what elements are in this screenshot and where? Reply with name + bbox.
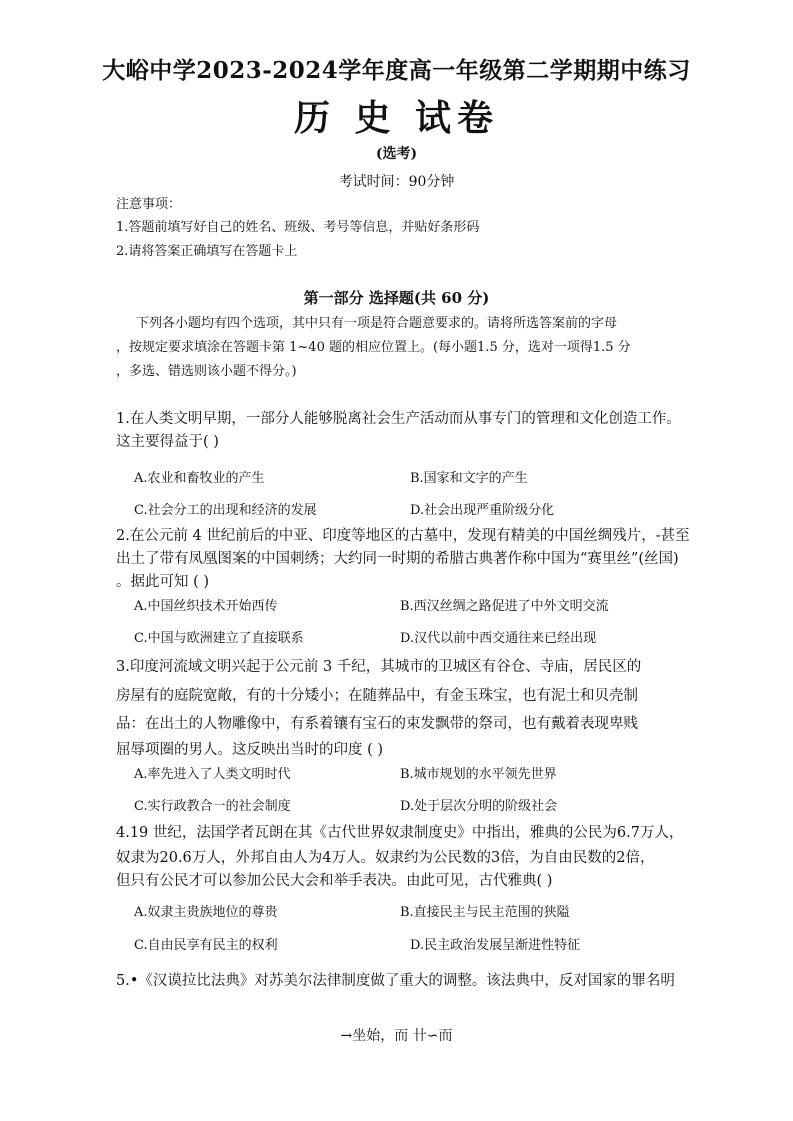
question-stem: 但只有公民才可以参加公民大会和举手表决。由此可见，古代雅典( ) [116,873,553,889]
notes-heading: 注意事项： [116,197,182,212]
exam-type: (选考) [375,146,418,162]
question-stem: 这主要得益于( ) [116,434,219,450]
option-b: B.直接民主与民主范围的狭隘 [400,905,570,920]
section-instruction: 下列各小题均有四个选项，其中只有一项是符合题意要求的。请将所选答案前的字母 [136,316,618,331]
note-item: 2.请将答案正确填写在答题卡上 [116,244,298,259]
exam-title: 大峪中学2023-2024学年度高一年级第二学期期中练习 [102,57,691,84]
section-instruction: ，按规定要求填涂在答题卡第 1~40 题的相应位置上。(每小题1.5 分，选对一项得1.5 分 [116,340,631,355]
option-a: A.率先进入了人类文明时代 [134,767,291,782]
note-item: 1.答题前填写好自己的姓名、班级、考号等信息，并贴好条形码 [116,220,480,235]
option-a: A.奴隶主贵族地位的尊贵 [134,905,278,920]
subject-title: 历 史 试卷 [293,97,500,139]
question-stem: 出土了带有凤凰图案的中国刺绣；大约同一时期的希腊古典著作称中国为“赛里丝”(丝国) [116,551,679,567]
question-stem: 2.在公元前 4 世纪前后的中亚、印度等地区的古墓中，发现有精美的中国丝绸残片，-甚至 [116,528,690,544]
question-stem: 房屋有的庭院宽敞，有的十分矮小；在随葬品中，有金玉珠宝，也有泥土和贝壳制 [116,688,638,704]
option-a: A.中国丝织技术开始西传 [134,599,278,614]
question-stem: 1.在人类文明早期，一部分人能够脱离社会生产活动而从事专门的管理和文化创造工作。 [116,411,681,427]
section-instruction: ，多选、错选则该小题不得分。) [116,364,297,379]
question-stem: 3.印度河流域文明兴起于公元前 3 千纪，其城市的卫城区有谷仓、寺庙，居民区的 [116,659,642,675]
option-d: D.处于层次分明的阶级社会 [400,799,558,814]
option-c: C.社会分工的出现和经济的发展 [134,503,317,518]
exam-time: 考试时间：90分钟 [338,174,455,190]
option-d: D.社会出现严重阶级分化 [410,503,555,518]
option-b: B.西汉丝绸之路促进了中外文明交流 [400,599,609,614]
page-footer: →坐始，而 卄∽而 [340,1028,453,1044]
option-a: A.农业和畜牧业的产生 [134,471,265,486]
question-stem: 屈辱项圈的男人。这反映出当时的印度 ( ) [116,742,384,758]
option-d: D.民主政治发展呈渐进性特征 [410,938,581,953]
question-stem: 。据此可知 ( ) [116,574,210,590]
question-stem: 4.19 世纪，法国学者瓦朗在其《古代世界奴隶制度史》中指出，雅典的公民为6.7万人， [116,825,684,841]
option-c: C.中国与欧洲建立了直接联系 [134,631,304,646]
section-title: 第一部分 选择题(共 60 分) [303,289,490,307]
option-d: D.汉代以前中西交通往来已经出现 [400,631,597,646]
option-c: C.自由民享有民主的权利 [134,938,278,953]
question-stem: 品：在出土的人物雕像中，有系着镶有宝石的束发飘带的祭司，也有戴着表现卑贱 [116,716,638,732]
question-stem: 奴隶为20.6万人，外邦自由人为4万人。奴隶约为公民数的3倍，为自由民数的2倍， [116,850,655,866]
option-b: B.城市规划的水平领先世界 [400,767,557,782]
option-c: C.实行政教合一的社会制度 [134,799,291,814]
question-stem: 5.•《汉谟拉比法典》对苏美尔法律制度做了重大的调整。该法典中，反对国家的罪名明 [116,973,675,989]
option-b: B.国家和文字的产生 [410,471,528,486]
